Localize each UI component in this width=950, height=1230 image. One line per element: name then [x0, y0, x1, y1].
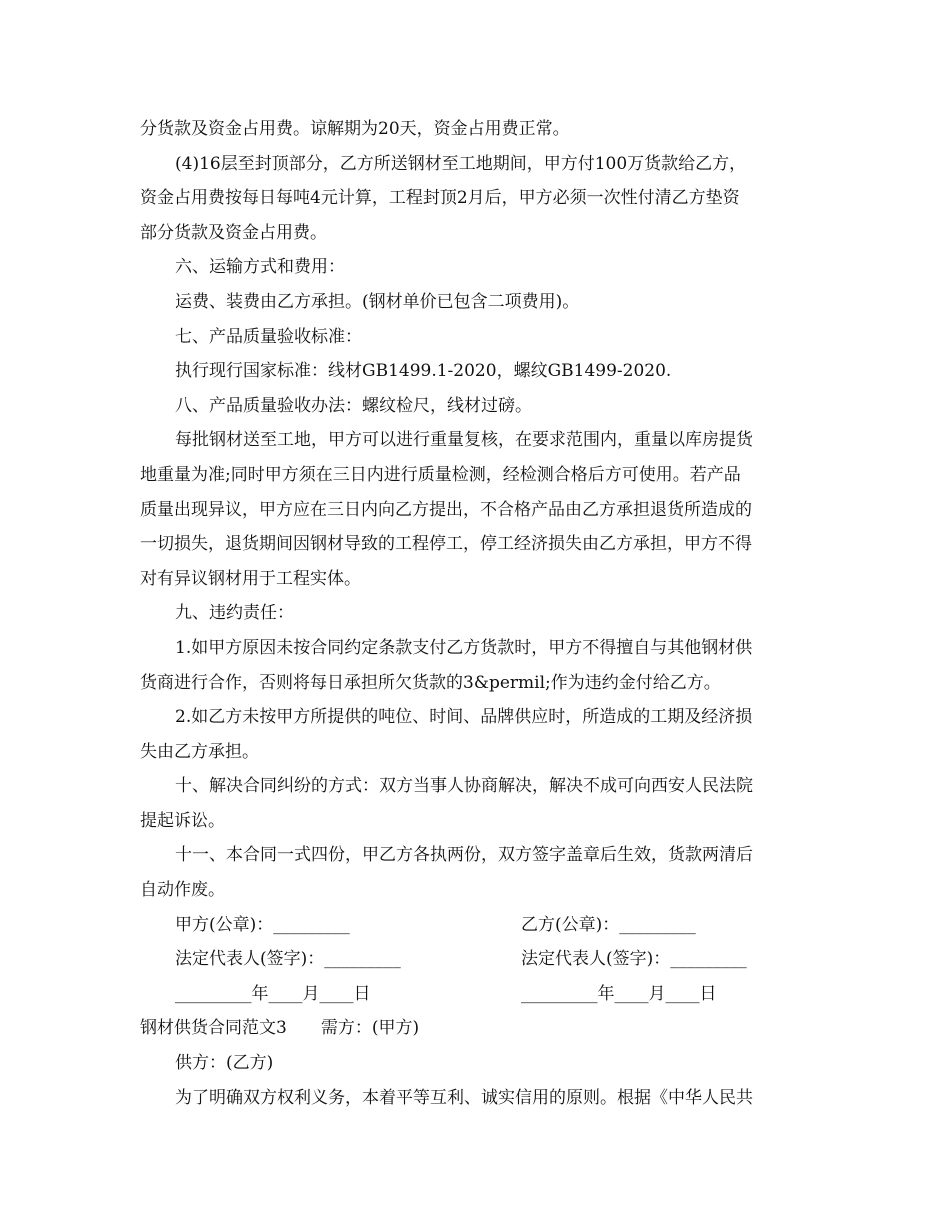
party-b-date-line: _________年____月____日 — [521, 983, 717, 1004]
party-b-seal-line: 乙方(公章)：_________ — [521, 914, 696, 935]
paragraph-line: 执行现行国家标准：线材GB1499.1-2020，螺纹GB1499-2020. — [175, 361, 672, 382]
signature-row-representative — [140, 942, 815, 977]
paragraph-line: 部分货款及资金占用费。 — [140, 222, 327, 243]
paragraph-line: 资金占用费按每日每吨4元计算，工程封顶2月后，甲方必须一次性付清乙方垫资 — [140, 188, 740, 209]
paragraph-line: 运费、装费由乙方承担。(钢材单价已包含二项费用)。 — [175, 291, 580, 312]
paragraph-line: 供方：(乙方) — [175, 1053, 274, 1074]
paragraph-line: 货商进行合作，否则将每日承担所欠货款的3&permil;作为违约金付给乙方。 — [140, 672, 721, 693]
party-a-representative-line: 法定代表人(签字)：_________ — [175, 949, 401, 970]
party-a-date-line: _________年____月____日 — [175, 983, 371, 1004]
section-heading-quality-standard: 七、产品质量验收标准： — [175, 326, 362, 347]
signature-row-seal — [140, 908, 815, 943]
document-body — [140, 112, 815, 1115]
section-heading-copies: 十一、本合同一式四份，甲乙方各执两份，双方签字盖章后生效，货款两清后 — [175, 845, 753, 866]
paragraph-line: 每批钢材送至工地，甲方可以进行重量复核，在要求范围内，重量以库房提货 — [175, 430, 753, 451]
paragraph-line: 2.如乙方未按甲方所提供的吨位、时间、品牌供应时，所造成的工期及经济损 — [175, 707, 753, 728]
paragraph-line: 失由乙方承担。 — [140, 741, 259, 762]
paragraph-line: 1.如甲方原因未按合同约定条款支付乙方货款时，甲方不得擅自与其他钢材供 — [175, 637, 753, 658]
paragraph-line: 地重量为准;同时甲方须在三日内进行质量检测，经检测合格后方可使用。若产品 — [140, 464, 741, 485]
section-heading-quality-method: 八、产品质量验收办法：螺纹检尺，线材过磅。 — [175, 395, 532, 416]
paragraph-line: 分货款及资金占用费。谅解期为20天，资金占用费正常。 — [140, 119, 570, 139]
section-heading-dispute: 十、解决合同纠纷的方式：双方当事人协商解决，解决不成可向西安人民法院 — [175, 776, 753, 797]
paragraph-line: 为了明确双方权利义务，本着平等互利、诚实信用的原则。根据《中华人民共 — [175, 1087, 753, 1108]
paragraph-line: (4)16层至封顶部分，乙方所送钢材至工地期间，甲方付100万货款给乙方， — [175, 153, 747, 174]
paragraph-line: 提起诉讼。 — [140, 810, 225, 831]
paragraph-line: 自动作废。 — [140, 880, 225, 901]
party-a-seal-line: 甲方(公章)：_________ — [175, 914, 350, 935]
signature-row-date — [140, 977, 815, 1012]
paragraph-line: 质量出现异议，甲方应在三日内向乙方提出，不合格产品由乙方承担退货所造成的 — [140, 499, 752, 520]
section-heading-transport: 六、运输方式和费用： — [175, 257, 345, 278]
section-heading-liability: 九、违约责任： — [175, 603, 294, 624]
party-b-representative-line: 法定代表人(签字)：_________ — [521, 949, 747, 970]
paragraph-line: 对有异议钢材用于工程实体。 — [140, 568, 361, 589]
paragraph-line: 一切损失，退货期间因钢材导致的工程停工，停工经济损失由乙方承担，甲方不得 — [140, 534, 752, 555]
document-title-line: 钢材供货合同范文3 需方：(甲方) — [140, 1018, 420, 1039]
